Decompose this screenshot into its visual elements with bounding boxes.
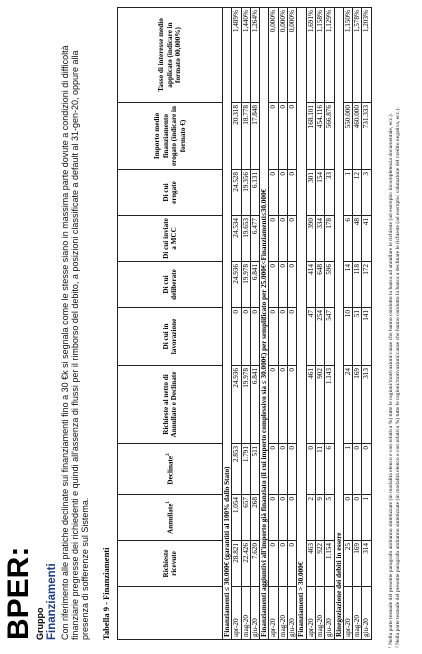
- table-row: [278, 8, 287, 640]
- table-cell: 41: [362, 216, 371, 262]
- table-cell: 254: [315, 308, 324, 366]
- table-cell: 5: [325, 495, 334, 541]
- table-header-row: [118, 8, 223, 640]
- table-row: [325, 8, 334, 640]
- table-cell: 9: [315, 495, 324, 541]
- row-period-cell: apr-20: [232, 587, 241, 640]
- header-tasso-interesse: Tasso di interesse medio applicato (indicare in formato 00,000%): [118, 8, 223, 103]
- table-cell: 1: [362, 495, 371, 541]
- table-row: [288, 8, 297, 640]
- table-cell: 596: [325, 262, 334, 308]
- table-cell: 2: [306, 495, 315, 541]
- table-cell: 0: [232, 308, 241, 366]
- table-cell: 0: [278, 170, 287, 216]
- table-cell: 51: [353, 308, 362, 366]
- table-cell: 48: [353, 216, 362, 262]
- table-cell: 0: [278, 541, 287, 587]
- table-cell: 0: [269, 262, 278, 308]
- table-cell: 0: [278, 262, 287, 308]
- table-cell: 268: [250, 495, 259, 541]
- header-in-lavorazione: Di cui in lavorazione: [118, 308, 223, 366]
- table-cell: 169: [353, 366, 362, 444]
- table-cell: 1,440%: [241, 8, 250, 103]
- table-cell: 0: [278, 366, 287, 444]
- financing-table: [117, 7, 372, 640]
- table-cell: 1,158%: [315, 8, 324, 103]
- table-cell: 33: [325, 170, 334, 216]
- table-cell: 0: [343, 495, 352, 541]
- footnote-2: ² Nella parte testuale del presente paragrafo andranno sintetizzate (in modalità elenco e con relativa %) tutte le ragioni/motivazioni/cause che hanno condotto la banca a declinare le richieste (ad esempio: valutazione del credito negativa, ecc.).: [395, 107, 402, 648]
- table-cell: 28.821: [232, 541, 241, 587]
- table-cell: 2.853: [232, 444, 241, 495]
- table-cell: 14: [343, 262, 352, 308]
- table-cell: 390: [306, 216, 315, 262]
- header-richieste-nette: Richieste al netto di Annullate e Declinate: [118, 366, 223, 444]
- row-period-cell: apr-20: [269, 587, 278, 640]
- table-cell: 24.936: [232, 366, 241, 444]
- header-annullate: [118, 495, 223, 541]
- table-cell: 1,691%: [306, 8, 315, 103]
- table-cell: 460.000: [353, 103, 362, 170]
- table-cell: 547: [325, 308, 334, 366]
- table-cell: 0: [288, 262, 297, 308]
- table-cell: 1.154: [325, 541, 334, 587]
- financing-table-wrapper: [117, 8, 372, 640]
- table-cell: 902: [315, 366, 324, 444]
- table-cell: 657: [241, 495, 250, 541]
- table-cell: 18.778: [241, 103, 250, 170]
- table-cell: 0: [278, 216, 287, 262]
- section-row: [297, 8, 306, 640]
- table-cell: 178: [325, 216, 334, 262]
- row-period-cell: giu-20: [288, 587, 297, 640]
- table-cell: 1,129%: [325, 8, 334, 103]
- table-cell: 0: [362, 444, 371, 495]
- section-title: Finanziamenti: [46, 563, 58, 640]
- table-cell: 6.477: [250, 216, 259, 262]
- table-cell: 0: [288, 103, 297, 170]
- table-cell: 24: [343, 366, 352, 444]
- table-cell: 1,264%: [250, 8, 259, 103]
- table-cell: 19.356: [241, 170, 250, 216]
- table-row: [241, 8, 250, 640]
- row-period-cell: giu-20: [250, 587, 259, 640]
- table-cell: 168.101: [306, 103, 315, 170]
- table-cell: 25: [343, 541, 352, 587]
- table-cell: 1: [343, 170, 352, 216]
- logo-subtitle: Gruppo: [35, 607, 45, 640]
- table-row: [343, 8, 352, 640]
- table-cell: 0: [269, 103, 278, 170]
- table-cell: 154: [315, 170, 324, 216]
- row-period-cell: mag-20: [353, 587, 362, 640]
- section-title-cell: Rinegoziazione dei debiti in essere: [334, 8, 343, 640]
- row-period-cell: mag-20: [278, 587, 287, 640]
- table-cell: 1: [343, 444, 352, 495]
- section-title-cell: Finanziamenti aggiuntivi all'importo già finanziato (il cui importo complessivo sia ≤ 30.000€) per semplificato per 25.000€<Finanziamenti≤30.000€: [260, 8, 269, 640]
- table-row: [306, 8, 315, 640]
- table-cell: 3: [362, 170, 371, 216]
- table-cell: 0: [288, 216, 297, 262]
- table-cell: 1,578%: [353, 8, 362, 103]
- table-cell: 19.978: [241, 366, 250, 444]
- section-title-cell: Finanziamenti > 30.000€: [297, 8, 306, 640]
- row-period-cell: apr-20: [306, 587, 315, 640]
- table-cell: 566.876: [325, 103, 334, 170]
- table-cell: 0: [278, 308, 287, 366]
- table-cell: 0: [269, 495, 278, 541]
- table-cell: 118: [353, 262, 362, 308]
- table-row: [315, 8, 324, 640]
- table-cell: 172: [362, 262, 371, 308]
- table-cell: 0: [278, 495, 287, 541]
- table-cell: 6.131: [250, 170, 259, 216]
- table-cell: 169: [353, 541, 362, 587]
- section-row: [334, 8, 343, 640]
- header-erogate: Di cui erogate: [118, 170, 223, 216]
- table-cell: 414: [306, 262, 315, 308]
- intro-paragraph: Con riferimento alle pratiche declinate sui finanziamenti fino a 30 €k si segnala come le stesse siano in massima parte dovute a condizioni di difficoltà finanziarie pregresse dei richiedenti e quindi all'assenza di flussi per il rimborso del debito, a posizioni classificate a default al 31-gen-20, oppure alla presenza di sofferenze sul Sistema.: [60, 45, 90, 640]
- table-cell: 0: [288, 170, 297, 216]
- header-inviate-mcc: Di cui inviate a MCC: [118, 216, 223, 262]
- header-period: [118, 587, 223, 640]
- table-cell: 922: [315, 541, 324, 587]
- table-cell: 0: [250, 308, 259, 366]
- table-caption: Tabella 9 - Finanziamenti: [101, 547, 111, 640]
- table-cell: 22.426: [241, 541, 250, 587]
- table-cell: 731.333: [362, 103, 371, 170]
- section-row: [260, 8, 269, 640]
- table-cell: 24.936: [232, 262, 241, 308]
- table-cell: 0,000%: [269, 8, 278, 103]
- header-declinate-footnote-ref: 2: [166, 453, 172, 456]
- table-cell: 314: [362, 541, 371, 587]
- header-annullate-label: Annullate: [166, 503, 175, 534]
- header-deliberate: Di cui deliberate: [118, 262, 223, 308]
- table-cell: 6.841: [250, 366, 259, 444]
- table-cell: 0: [278, 103, 287, 170]
- table-cell: 0: [269, 308, 278, 366]
- table-cell: 511: [250, 444, 259, 495]
- table-cell: 19.978: [241, 262, 250, 308]
- table-cell: 12: [353, 170, 362, 216]
- table-cell: 6: [325, 444, 334, 495]
- table-cell: 0: [288, 308, 297, 366]
- table-cell: 463: [306, 541, 315, 587]
- table-cell: 454.116: [315, 103, 324, 170]
- table-cell: 0: [288, 366, 297, 444]
- section-row: [223, 8, 232, 640]
- intro-block: [0, 0, 120, 654]
- row-period-cell: mag-20: [241, 587, 250, 640]
- logo-text: BPER:: [2, 546, 35, 640]
- table-cell: 24.534: [232, 216, 241, 262]
- row-period-cell: giu-20: [325, 587, 334, 640]
- table-cell: 1,150%: [343, 8, 352, 103]
- table-cell: 0,000%: [278, 8, 287, 103]
- table-body: [223, 8, 372, 640]
- table-cell: 11: [315, 444, 324, 495]
- table-cell: 1.054: [232, 495, 241, 541]
- table-row: [353, 8, 362, 640]
- table-cell: 10: [343, 308, 352, 366]
- table-cell: 1.143: [325, 366, 334, 444]
- table-row: [269, 8, 278, 640]
- table-cell: 47: [306, 308, 315, 366]
- table-cell: 550.000: [343, 103, 352, 170]
- row-period-cell: giu-20: [362, 587, 371, 640]
- table-cell: 0: [269, 170, 278, 216]
- table-cell: 0,000%: [288, 8, 297, 103]
- table-cell: 461: [306, 366, 315, 444]
- header-richieste-ricevute: Richieste ricevute: [118, 541, 223, 587]
- table-cell: 1,489%: [232, 8, 241, 103]
- header-declinate-label: Declinate: [166, 455, 175, 485]
- table-cell: 0: [269, 444, 278, 495]
- row-period-cell: mag-20: [315, 587, 324, 640]
- row-period-cell: apr-20: [343, 587, 352, 640]
- table-cell: 0: [353, 444, 362, 495]
- header-declinate: [118, 444, 223, 495]
- table-cell: 6.841: [250, 262, 259, 308]
- table-cell: 141: [362, 308, 371, 366]
- table-cell: 20.318: [232, 103, 241, 170]
- table-cell: 0: [269, 216, 278, 262]
- table-cell: 0: [269, 541, 278, 587]
- table-cell: 0: [241, 308, 250, 366]
- table-cell: 313: [362, 366, 371, 444]
- table-cell: 0: [288, 444, 297, 495]
- section-title-cell: Finanziamenti ≤ 30.000€ (garantiti al 100% dallo Stato): [223, 8, 232, 640]
- table-cell: 648: [315, 262, 324, 308]
- table-cell: 0: [278, 444, 287, 495]
- footnote-1: ¹ Nella parte testuale del presente paragrafo andranno sintetizzate (in modalità elenco e con relativa %) tutte le ragioni/motivazioni/cause che hanno condotto la banca ad annullare le richieste (ad esempio: incompletezza documentale, ecc.).: [388, 113, 394, 648]
- header-annullate-footnote-ref: 1: [166, 501, 172, 504]
- table-cell: 0: [288, 541, 297, 587]
- table-cell: 1.791: [241, 444, 250, 495]
- table-cell: 6: [343, 216, 352, 262]
- footnotes: [388, 8, 403, 648]
- table-cell: 334: [315, 216, 324, 262]
- table-cell: 17.848: [250, 103, 259, 170]
- table-cell: 0: [353, 495, 362, 541]
- table-row: [362, 8, 371, 640]
- table-cell: 0: [288, 495, 297, 541]
- brand-logo: [4, 547, 45, 640]
- table-cell: 0: [269, 366, 278, 444]
- header-importo-medio: Importo medio finanziamento erogato (indicare in formato €): [118, 103, 223, 170]
- table-cell: 0: [306, 444, 315, 495]
- table-cell: 19.653: [241, 216, 250, 262]
- table-cell: 301: [306, 170, 315, 216]
- table-cell: 24.528: [232, 170, 241, 216]
- table-cell: 1,203%: [362, 8, 371, 103]
- table-cell: 7.620: [250, 541, 259, 587]
- table-row: [250, 8, 259, 640]
- table-row: [232, 8, 241, 640]
